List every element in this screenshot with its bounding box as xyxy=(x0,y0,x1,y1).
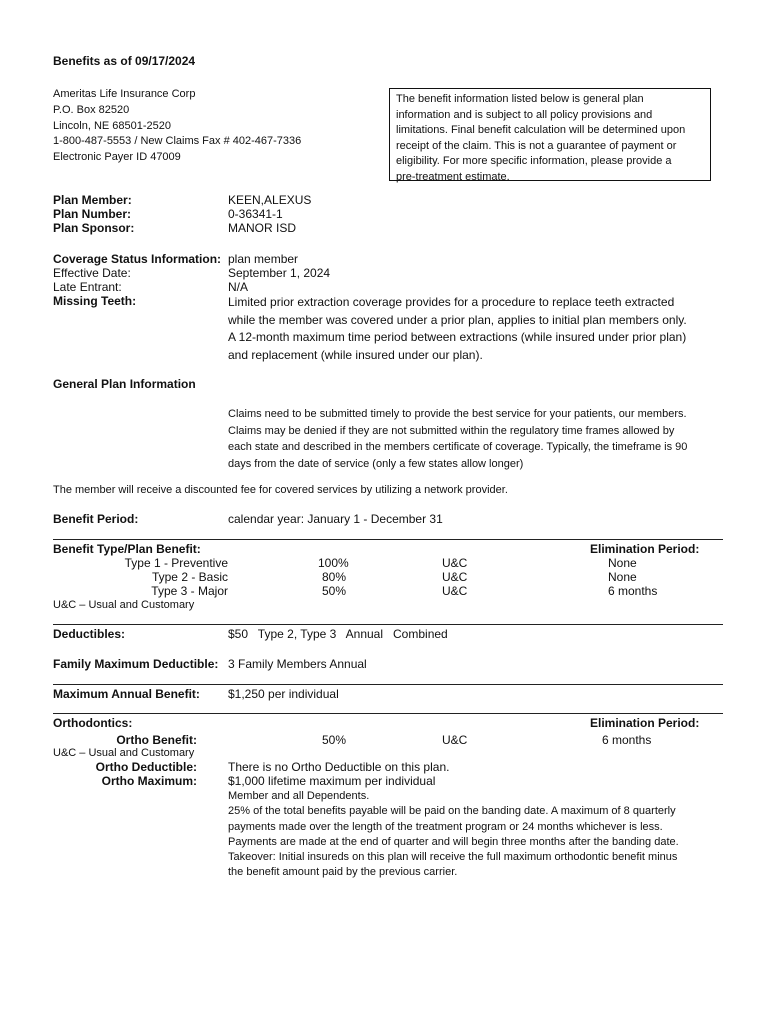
benefit-basis: U&C xyxy=(442,584,468,598)
coverage-status-label: Coverage Status Information: xyxy=(53,252,222,266)
ortho-uc-note: U&C – Usual and Customary xyxy=(53,747,195,759)
network-note: The member will receive a discounted fee for covered services by utilizing a network provider. xyxy=(53,484,508,496)
claims-line: each state and described in the members certificate of coverage. Typically, the timeframe is 90 xyxy=(228,441,688,453)
ortho-elimination-header: Elimination Period: xyxy=(590,716,700,730)
benefit-period-label: Benefit Period: xyxy=(53,512,139,526)
benefit-elimination: None xyxy=(608,570,637,584)
benefit-type-name: Type 2 - Basic xyxy=(151,570,228,584)
max-annual-label: Maximum Annual Benefit: xyxy=(53,687,200,701)
benefit-type-name: Type 3 - Major xyxy=(151,584,228,598)
disclaimer-line: The benefit information listed below is general plan xyxy=(396,93,644,105)
missing-teeth-line: Limited prior extraction coverage provides for a procedure to replace teeth extracted xyxy=(228,295,675,309)
effective-date-value: September 1, 2024 xyxy=(228,266,331,280)
ortho-note-line: payments made over the length of the treatment program or 24 months whichever is less. xyxy=(228,820,663,833)
benefit-elimination: 6 months xyxy=(608,584,658,598)
late-entrant-value: N/A xyxy=(228,280,249,294)
disclaimer-line: limitations. Final benefit calculation will be determined upon xyxy=(396,124,686,137)
disclaimer-line: eligibility. For more specific information, please provide a xyxy=(396,155,672,168)
family-deductible-label: Family Maximum Deductible: xyxy=(53,657,219,671)
benefit-basis: U&C xyxy=(442,556,468,570)
ortho-note-line: 25% of the total benefits payable will be paid on the banding date. A maximum of 8 quarterly xyxy=(228,805,676,818)
missing-teeth-line: while the member was covered under a prior plan, applies to initial plan members only. xyxy=(228,312,687,327)
disclaimer-line: receipt of the claim. This is not a guarantee of payment or xyxy=(396,139,677,152)
benefit-elimination: None xyxy=(608,556,637,570)
benefit-percentage: 80% xyxy=(322,570,347,584)
ortho-note-line: Payments are made at the end of quarter and will begin three months after the banding date. xyxy=(228,835,679,848)
elimination-period-header: Elimination Period: xyxy=(590,542,700,556)
ortho-maximum-value: $1,000 lifetime maximum per individual xyxy=(228,774,436,788)
claims-line: Claims may be denied if they are not submitted within the regulatory time frames allowed by xyxy=(228,424,675,437)
benefit-percentage: 100% xyxy=(318,556,349,570)
disclaimer-box xyxy=(389,88,711,181)
ortho-maximum-label: Ortho Maximum: xyxy=(101,774,197,788)
plan-sponsor-value: MANOR ISD xyxy=(228,221,297,235)
ortho-note-line: Member and all Dependents. xyxy=(228,790,370,802)
effective-date-label: Effective Date: xyxy=(53,266,131,280)
ortho-benefit-basis: U&C xyxy=(442,733,468,747)
divider xyxy=(53,624,723,625)
ortho-elimination-value: 6 months xyxy=(602,733,652,747)
ortho-note-line: Takeover: Initial insureds on this plan will receive the full maximum orthodontic benefit minus xyxy=(228,851,678,864)
page-title: Benefits as of 09/17/2024 xyxy=(53,54,196,68)
missing-teeth-label: Missing Teeth: xyxy=(53,294,137,308)
plan-member-value: KEEN,ALEXUS xyxy=(228,193,312,207)
uc-note: U&C – Usual and Customary xyxy=(53,599,195,611)
deductibles-label: Deductibles: xyxy=(53,627,126,641)
plan-member-label: Plan Member: xyxy=(53,193,132,207)
insurer-name: Ameritas Life Insurance Corp xyxy=(53,88,196,100)
plan-number-label: Plan Number: xyxy=(53,207,132,221)
benefit-type-name: Type 1 - Preventive xyxy=(124,556,228,570)
insurer-phone-fax: 1-800-487-5553 / New Claims Fax # 402-467-7336 xyxy=(53,135,302,147)
benefit-percentage: 50% xyxy=(322,584,347,598)
disclaimer-line: pre-treatment estimate. xyxy=(396,170,510,183)
ortho-deductible-value: There is no Ortho Deductible on this plan. xyxy=(228,760,450,774)
deductibles-value: $50 Type 2, Type 3 Annual Combined xyxy=(228,627,448,641)
divider xyxy=(53,713,723,714)
max-annual-value: $1,250 per individual xyxy=(228,687,339,701)
ortho-benefit-label: Ortho Benefit: xyxy=(116,733,197,747)
missing-teeth-text xyxy=(228,294,687,364)
general-plan-heading: General Plan Information xyxy=(53,377,196,391)
benefit-type-header: Benefit Type/Plan Benefit: xyxy=(53,542,201,556)
claims-line: Claims need to be submitted timely to provide the best service for your patients, our members. xyxy=(228,408,687,420)
family-deductible-value: 3 Family Members Annual xyxy=(228,657,367,671)
ortho-notes xyxy=(228,789,679,881)
disclaimer-line: information and is subject to all policy provisions and xyxy=(396,108,653,121)
ortho-note-line: the benefit amount paid by the previous carrier. xyxy=(228,866,458,879)
claims-line: days from the date of service (only a few states allow longer) xyxy=(228,457,524,470)
insurer-payer-id: Electronic Payer ID 47009 xyxy=(53,151,181,163)
late-entrant-label: Late Entrant: xyxy=(53,280,122,294)
insurer-po-box: P.O. Box 82520 xyxy=(53,104,130,116)
missing-teeth-line: A 12-month maximum time period between extractions (while insured under prior plan) xyxy=(228,330,687,344)
plan-number-value: 0-36341-1 xyxy=(228,207,283,221)
missing-teeth-line: and replacement (while insured under our plan). xyxy=(228,347,483,362)
benefit-period-value: calendar year: January 1 - December 31 xyxy=(228,512,443,526)
claims-paragraph xyxy=(228,406,687,472)
coverage-status-value: plan member xyxy=(228,252,299,266)
plan-sponsor-label: Plan Sponsor: xyxy=(53,221,135,235)
ortho-deductible-label: Ortho Deductible: xyxy=(95,760,197,774)
benefit-basis: U&C xyxy=(442,570,468,584)
ortho-benefit-percentage: 50% xyxy=(322,733,347,747)
divider xyxy=(53,539,723,540)
divider xyxy=(53,684,723,685)
ortho-heading: Orthodontics: xyxy=(53,716,133,730)
insurer-city: Lincoln, NE 68501-2520 xyxy=(53,120,172,132)
